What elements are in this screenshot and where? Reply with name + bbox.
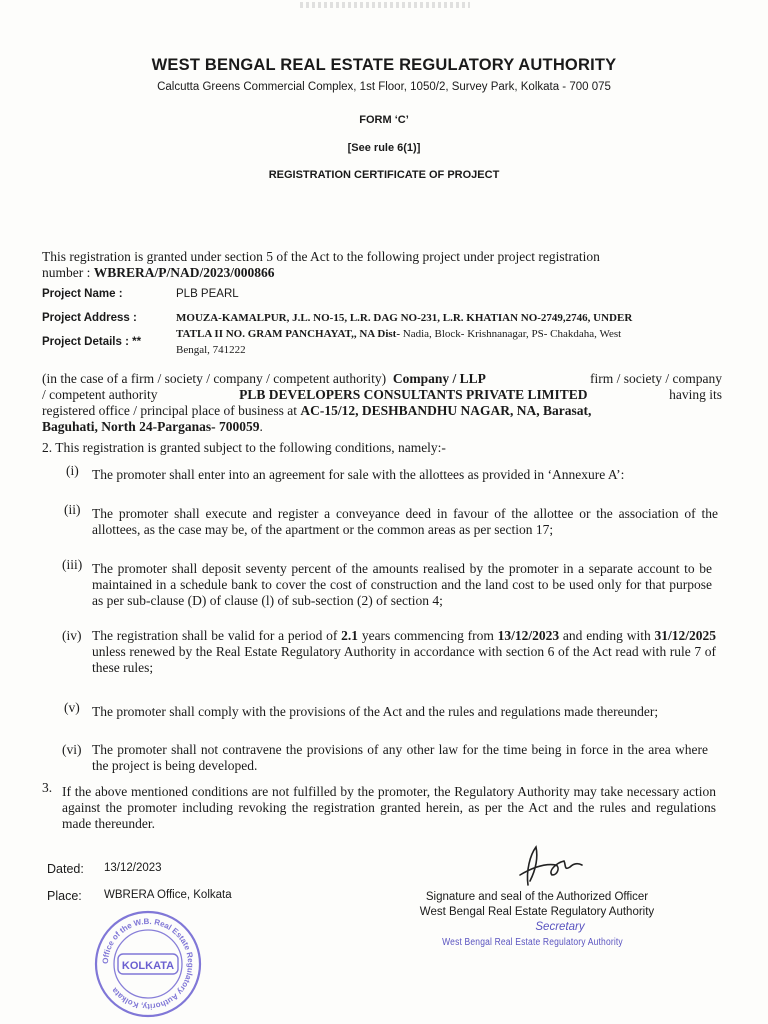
- condition-3-text: The promoter shall deposit seventy percent of the amounts realised by the promoter in a separate account to be maintained in a schedule bank to cover the cost of construction and the land cost to be used only for that purpose as per sub-clause (D) of clause (l) of sub-section (2) of section 4;: [92, 561, 712, 608]
- condition-5-text: The promoter shall comply with the provisions of the Act and the rules and regulations made thereunder;: [92, 704, 659, 719]
- promoter-line3-a: registered office / principal place of business at: [42, 403, 301, 418]
- condition-6-text: The promoter shall not contravene the provisions of any other law for the time being in force in the area where the project is being developed.: [92, 742, 708, 773]
- authority-title: WEST BENGAL REAL ESTATE REGULATORY AUTHORITY: [151, 56, 617, 74]
- registration-number: WBRERA/P/NAD/2023/000866: [93, 265, 275, 280]
- project-name-label: Project Name :: [42, 288, 123, 300]
- validity-end: 31/12/2025: [654, 628, 717, 643]
- dated-value: 13/12/2023: [104, 862, 162, 874]
- condition-4-b: years commencing from: [358, 628, 498, 643]
- rule-label: [See rule 6(1)]: [347, 142, 421, 154]
- clause-3-number: 3.: [42, 780, 53, 795]
- condition-4-text: [92, 628, 716, 676]
- condition-4-a: The registration shall be valid for a period of: [92, 628, 342, 643]
- stamp-organization: West Bengal Real Estate Regulatory Authority: [442, 937, 623, 948]
- validity-start: 13/12/2023: [497, 628, 560, 643]
- dated-label: Dated:: [47, 862, 84, 876]
- condition-6-number: (vi): [62, 742, 82, 757]
- project-address-label: Project Address :: [42, 312, 137, 324]
- project-details-label: Project Details : **: [42, 336, 142, 348]
- intro-line: This registration is granted under section 5 of the Act to the following project under project registration: [42, 249, 600, 264]
- place-value: WBRERA Office, Kolkata: [104, 889, 232, 901]
- promoter-office-address: AC-15/12, DESHBANDHU NAGAR, NA, Barasat,: [300, 403, 592, 418]
- project-name-value: PLB PEARL: [176, 288, 239, 300]
- stamp-designation: Secretary: [535, 921, 585, 933]
- address-line-1: MOUZA-KAMALPUR, J.L. NO-15, L.R. DAG NO-231, L.R. KHATIAN NO-2749,2746, UNDER: [176, 312, 633, 324]
- intro-number-prefix: number :: [42, 265, 94, 280]
- place-label: Place:: [47, 889, 82, 903]
- condition-1-number: (i): [66, 463, 79, 478]
- condition-2-number: (ii): [64, 502, 81, 517]
- project-address-value: [176, 310, 721, 358]
- certificate-title: REGISTRATION CERTIFICATE OF PROJECT: [268, 169, 500, 181]
- promoter-name: PLB DEVELOPERS CONSULTANTS PRIVATE LIMITED: [239, 387, 588, 402]
- promoter-line1-c: firm / society / company: [590, 371, 722, 386]
- promoter-paragraph: [42, 371, 722, 435]
- promoter-line4-end: .: [259, 419, 263, 434]
- seal-ring-text: Office of the W.B. Real Estate Regulatory Authority, Kolkata: [100, 916, 196, 1012]
- condition-1-text: The promoter shall enter into an agreement for sale with the allottees as provided in ‘Annexure A’:: [92, 467, 625, 482]
- condition-5-number: (v): [64, 700, 80, 715]
- promoter-line2-a: / competent authority: [42, 387, 158, 402]
- condition-4-c: and ending with: [559, 628, 655, 643]
- address-line-2-rest: Nadia, Block- Krishnanagar, PS- Chakdaha, West: [400, 328, 622, 340]
- address-line-2-bold: TATLA II NO. GRAM PANCHAYAT,, NA Dist-: [176, 328, 400, 340]
- signature-caption-2: West Bengal Real Estate Regulatory Authority: [419, 906, 655, 918]
- signature-caption-1: Signature and seal of the Authorized Officer: [425, 891, 649, 903]
- authority-address: Calcutta Greens Commercial Complex, 1st Floor, 1050/2, Survey Park, Kolkata - 700 075: [157, 81, 611, 93]
- condition-4-number: (iv): [62, 628, 82, 643]
- condition-3-number: (iii): [62, 557, 83, 572]
- promoter-type: Company / LLP: [392, 371, 486, 386]
- intro-paragraph: [42, 249, 722, 281]
- condition-2-text: The promoter shall execute and register a conveyance deed in favour of the allottee or the association of the allottees, as the case may be, of the apartment or the common areas as per section 17;: [92, 506, 718, 537]
- condition-4-d: unless renewed by the Real Estate Regulatory Authority in accordance with section 6 of the Act read with rule 7 of these rules;: [92, 644, 716, 675]
- handwritten-signature: [500, 835, 600, 895]
- address-line-3: Bengal, 741222: [176, 344, 246, 356]
- conditions-intro: 2. This registration is granted subject to the following conditions, namely:-: [42, 440, 446, 455]
- clause-3-text: If the above mentioned conditions are not fulfilled by the promoter, the Regulatory Authority may take necessary action against the promoter including revoking the registration granted herein, as per the Act and the rules and regulations made thereunder.: [62, 784, 716, 831]
- validity-period: 2.1: [341, 628, 359, 643]
- form-label: FORM ‘C’: [359, 114, 409, 126]
- seal-center-text: KOLKATA: [121, 960, 175, 972]
- scan-artifact: [300, 2, 470, 8]
- official-seal: [92, 908, 204, 1018]
- promoter-office-address-2: Baguhati, North 24-Parganas- 700059: [42, 419, 260, 434]
- promoter-line2-c: having its: [669, 387, 722, 402]
- promoter-line1-a: (in the case of a firm / society / company / competent authority): [42, 371, 387, 386]
